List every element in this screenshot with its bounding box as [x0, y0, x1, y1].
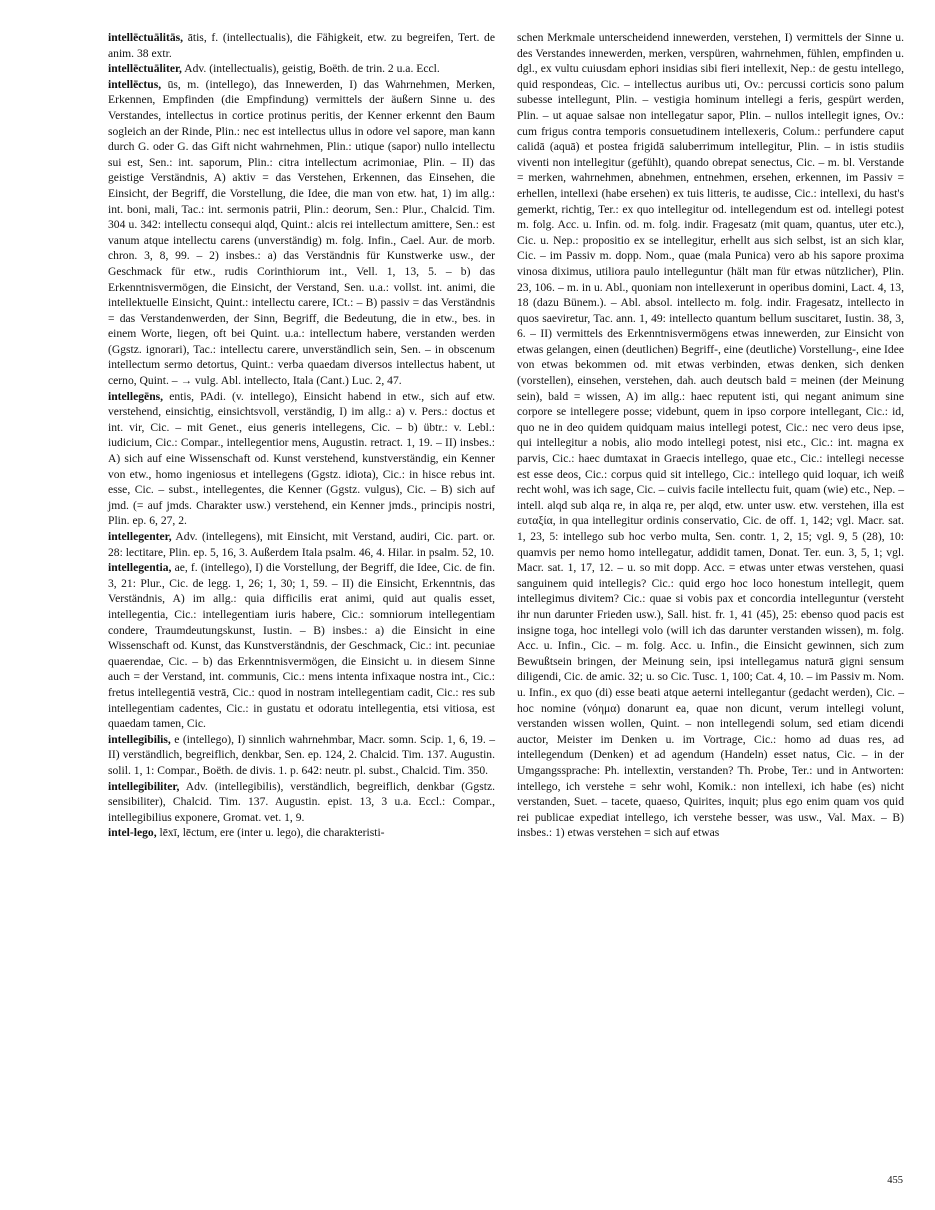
page-number: 455	[887, 1175, 903, 1186]
dictionary-entry	[108, 61, 495, 77]
dictionary-entry	[108, 389, 495, 529]
left-column	[108, 30, 495, 841]
entry-text: Adv. (intellegibilis), verständlich, begreiflich, denkbar (Ggstz. sensibiliter), Chalcid. Tim. 137. Augustin. epist. 13, 3 u.a. Eccl.: Compar., intellegibilius exponere, Gromat. vet. 1, 9.	[108, 779, 495, 824]
entry-headword: intellēctuālitās,	[108, 31, 184, 44]
dictionary-entry	[108, 779, 495, 826]
dictionary-entry	[108, 529, 495, 560]
entry-text: lēxī, lēctum, ere (inter u. lego), die charakteristi-	[156, 826, 385, 840]
entry-headword: intellegēns,	[108, 389, 164, 403]
entry-headword: intellegibiliter,	[108, 779, 180, 793]
dictionary-entry	[108, 825, 495, 841]
entry-text: ūs, m. (intellego), das Innewerden, I) das Wahrnehmen, Merken, Erkennen, Empfinden (die Empfindung) vermittels der äußern Sinne u. des Verstandes, intellectus in cortice protinus peritis, der Kenner erkennt den Baum sogleich an der Rinde, Plin.: nec est intellectus ullus in odore vel sapore, man kann durch G. oder G. das Gift nicht wahrnehmen, Plin.: utique (sapor) nullo intellectu sui est, Sen.: int. saporum, Plin.: citra intellectum acrimoniae, Plin. – II) das geistige Verständnis, A) aktiv = das Verstehen, Erkennen, das Einsehen, die Einsicht, der Begriff, die Vorstellung, die Idee, die man von etw. hat, 1) im allg.: int. boni, mali, Tac.: int. sermonis patrii, Plin.: deorum, Sen.: Plur., Chalcid. Tim. 304 u. 342: intellectu consequi alqd, Quint.: alcis rei intellectum amittere, Sen.: est vanum atque intellectu carens (unverständig) m. folg. Infin., Cael. Aur. de morb. chron. 3, 8, 99. – 2) insbes.: a) das Verständnis für Kunstwerke usw., der Geschmack für etw., rudis Corinthiorum int., Vell. 1, 13, 5. – b) das Erkenntnisvermögen, die Einsicht, der Verstand, Sen. u.a.: vollst. int. animi, die intellektuelle Einsicht, Quint.: intellectu carere, ICt.: – B) passiv = das Verständnis = das Verstandenwerden, der Sinn, Begriff, die Bedeutung, die in etw., bes. in einem Worte, liegen, oft bei Quint. u.a.: intellectum habere, verstanden werden (Ggstz. ignorari), Tac.: intellectu carere, unverständlich sein, Sen. – in obscenum intellectum sermo detortus, Quint.: verba quaedam diversos intellectus habent, ut cerno, Quint. – → vulg. Abl. intellecto, Itala (Cant.) Luc. 2, 47.	[108, 77, 495, 388]
entry-headword: intellegentia,	[108, 561, 172, 575]
entry-text: ae, f. (intellego), I) die Vorstellung, der Begriff, die Idee, Cic. de fin. 3, 21: Plur., Cic. de legg. 1, 26; 1, 30; 1, 59. – II) die Einsicht, Erkenntnis, das Verständnis, A) im allg.: quia difficilis erat animi, quid aut qualis esset, intellegentia, Cic.: intellegentiam iuris habere, Cic.: somniorum intellegentiam condere, Traumdeutungskunst, Iustin. – B) insbes.: a) die Einsicht in eine Wissenschaft od. Kunst, das Kunstverständnis, der Geschmack, Cic.: int. pecuniae quaerendae, Cic. – b) das Erkenntnisvermögen, die Einsicht u. in diesem Sinne auch = der Verstand, int. communis, Cic.: mens intenta infixaque nostra int., Cic.: fretus intellegentiā vestrā, Cic.: quod in nostram intellegentiam cadit, Cic.: res sub intellegentiam cadentes, Cic.: in gustatu et odoratu intellegentia, etsi vitiosa, est quaedam tamen, Cic.	[108, 561, 495, 731]
dictionary-entry	[108, 560, 495, 732]
entry-headword: intellēctus,	[108, 77, 162, 91]
entry-headword: intellegenter,	[108, 530, 172, 543]
entry-headword: intellēctuāliter,	[108, 62, 182, 76]
entry-headword: intellegibilis,	[108, 732, 171, 746]
entry-text: Adv. (intellectualis), geistig, Boëth. de trin. 2 u.a. Eccl.	[181, 62, 440, 76]
dictionary-entry	[108, 30, 495, 61]
entry-text: ātis, f. (intellectualis), die Fähigkeit, etw. zu begreifen, Tert. de anim. 38 extr.	[108, 31, 495, 60]
entry-text: entis, PAdi. (v. intellego), Einsicht habend in etw., sich auf etw. verstehend, einsichtig, einsichtsvoll, verständig, I) im allg.: a) v. Pers.: doctus et int. vir, Cic. – mit Genet., eius generis intellegens, Cic. – b) übtr.: v. Lebl.: iudicium, Cic.: Compar., intellegentior mens, Augustin. retract. 1, 19. – II) insbes.: A) sich auf eine Wissenschaft od. Kunst verstehend, kunstverständig, ein Kenner von etw., homo ingeniosus et intellegens (Ggstz. idiota), Cic.: in hisce rebus int. esse, Cic. – subst., intellegentes, die Kenner (Ggstz. vulgus), Cic. – B) sich auf jmd. (= auf jmds. Charakter usw.) verstehend, ein Kenner jmds., principis nostri, Plin. ep. 6, 27, 2.	[108, 389, 495, 528]
dictionary-entry-continued	[517, 30, 904, 841]
entry-text: Adv. (intellegens), mit Einsicht, mit Verstand, audiri, Cic. part. or. 28: lectitare, Plin. ep. 5, 16, 3. Außerdem Itala psalm. 46, 4. Hilar. in psalm. 52, 10.	[108, 530, 495, 559]
entry-text: e (intellego), I) sinnlich wahrnehmbar, Macr. somn. Scip. 1, 6, 19. – II) verständlich, begreiflich, denkbar, Sen. ep. 124, 2. Chalcid. Tim. 137. Augustin. solil. 1, 1: Compar., Boëth. de divis. 1. p. 642: neutr. pl. subst., Chalcid. Tim. 350.	[108, 732, 495, 777]
entry-headword: intel-lego,	[108, 826, 157, 840]
dictionary-entry	[108, 77, 495, 389]
right-column	[517, 30, 904, 841]
dictionary-entry	[108, 732, 495, 779]
entry-text: schen Merkmale unterscheidend innewerden, verstehen, I) vermittels der Sinne u. des Verstandes innewerden, merken, verspüren, wahrnehmen, fühlen, empfinden u. dgl., ex vultu cuiusdam ephori insidias sibi fieri intellexit, Nep.: de gestu intellego, quid respondeas, Cic. – intellectus auribus uti, Ov.: percussi corticis sono palum subesse intellegunt, Plin. – vestigia hominum intellegi a feris, gespürt werden, Plin. – ut aquae salsae non intellegatur sapor, Plin. – nullos intellegit ignes, Ov.: cum frigus contra temporis consuetudinem intellexeris, Colum.: perfundere caput calidā (aquā) et postea frigidā saluberrimum intellegitur, Plin. – in istis studiis viventi non intellegitur (gefühlt), quando obrepat senectus, Cic. – m. bl. Verstande = merken, wahrnehmen, abnehmen, entnehmen, ersehen, erkennen, im Passiv = erhellen, intellexi (habe ersehen) ex tuis litteris, te audisse, Cic.: intellexi, du hast's gemerkt, richtig, Ter.: ex quo intellegitur od. intellegendum est od. intellegi potest m. folg. Acc. u. Infin. od. m. folg. indir. Fragesatz (mit quam, quantus, uter etc.), Cic. u. Nep.: propositio ex se intellegitur, erhellt aus sich selbst, ist an sich klar, Cic. – im Passiv m. dopp. Nom., quae (mala Punica) vero ab his sapore proxima vinosa diximus, utiliora paulo intelleguntur (hält man für etwas nützlicher), Plin. 23, 106. – m. in u. Abl., quoniam non intellexerunt in operibus domini, Lact. 4, 13, 18 (dazu Bünem.). – Abl. absol. intellecto m. folg. indir. Fragesatz, intellecto in quos saeviretur, Tac. ann. 1, 49: intellecto quantum bellum suscitaret, Iustin. 38, 3, 6. – II) vermittels des Erkenntnisvermögens etwas innewerden, zur Einsicht von etwas gelangen, einen (deutlichen) Begriff-, eine (deutliche) Vorstellung-, eine Idee von etwas bekommen od. mit etwas verbinden, etwas denken, sich denken (vorstellen), einsehen, verstehen, dah. auch deutsch bald = meinen (der Meinung sein), bald = wissen, A) im allg.: haec reputent isti, qui negant animum sine corpore se intellegere posse; videbunt, quem in ipso corpore intellegant, Cic.: id, quo ne in deo quidem quidquam maius intellegi potest, Cic.: nec vero deus ipse, qui intellegitur a nobis, alio modo intellegi potest, nisi etc., Cic.: int. magna ex parvis, Cic.: haec dumtaxat in Graecis intellego, quae etc., Cic.: intellegi necesse est esse deos, Cic.: corpus quid sit intellego, Cic.: intellego quid loquar, ich weiß recht wohl, was ich sage, Cic. – cuivis facile intellectu fuit, quam (wie) etc., Nep. – intell. alqd sub alqa re, in alqa re, per alqd, etw. unter usw. etw. verstehen, illa est ευταξία, in qua intellegitur ordinis conservatio, Cic. de off. 1, 142; vgl. Macr. sat. 1, 23, 5: intellego sub hoc verbo multa, Sen. contr. 1, 2, 15; vgl. 9, 5 (28), 10: quamvis per nemo homo intellegatur, addidit tamen, Donat. Ter. eun. 3, 5, 1; vgl. Macr. sat. 1, 17, 12. – u. so mit dopp. Acc. = etwas unter etwas verstehen, quasi sanguinem quid intellegis? Cic.: quid ergo hoc loco honestum intellegit, quem intellegimus divitem? Cic.: quae si vobis pax et concordia intelleguntur (versteht ihr nun darunter Frieden usw.), Sall. hist. fr. 1, 41 (45), 25: ebenso quod pacis est insigne toga, hoc intellegi volo (will ich das darunter verstanden wissen), m. folg. Acc. u. Infin., Cic. – m. folg. Acc. u. Infin., die Einsicht gewinnen, sich zum Bewußtsein bringen, der Meinung sein, ipsi intellegamus naturā gigni sensum diligendi, Cic. de amic. 32; u. so Cic. Tusc. 1, 100; Cat. 4, 10. – im Passiv m. Nom. u. Infin., ex quo (di) esse beati atque aeterni intellegantur (gedacht werden), Cic. – hoc nomine (νόημα) donarunt ea, quae non dicunt, verum intellegi volunt, verstanden wissen wollen, Quint. – non intellegendi solum, sed etiam dicendi auctor, Meister im Denken u. im Vortrage, Cic.: homo ad duas res, ad intellegendum (Denken) et ad agendum (Handeln) esset natus, Cic. – in der Umgangssprache: Ph. intellextin, verstanden? Th. Probe, Ter.: und in Antworten: intellego, ich verstehe = sehr wohl, Komik.: non intellexi, ich habe (es) nicht verstanden, Suet. – tacete, quaeso, Quirites, inquit; plus ego enim quam vos quid rei publicae expediat intellego, ich verstehe besser, was usw., Val. Max. – B) insbes.: 1) etwas verstehen = sich auf etwas	[517, 31, 904, 840]
